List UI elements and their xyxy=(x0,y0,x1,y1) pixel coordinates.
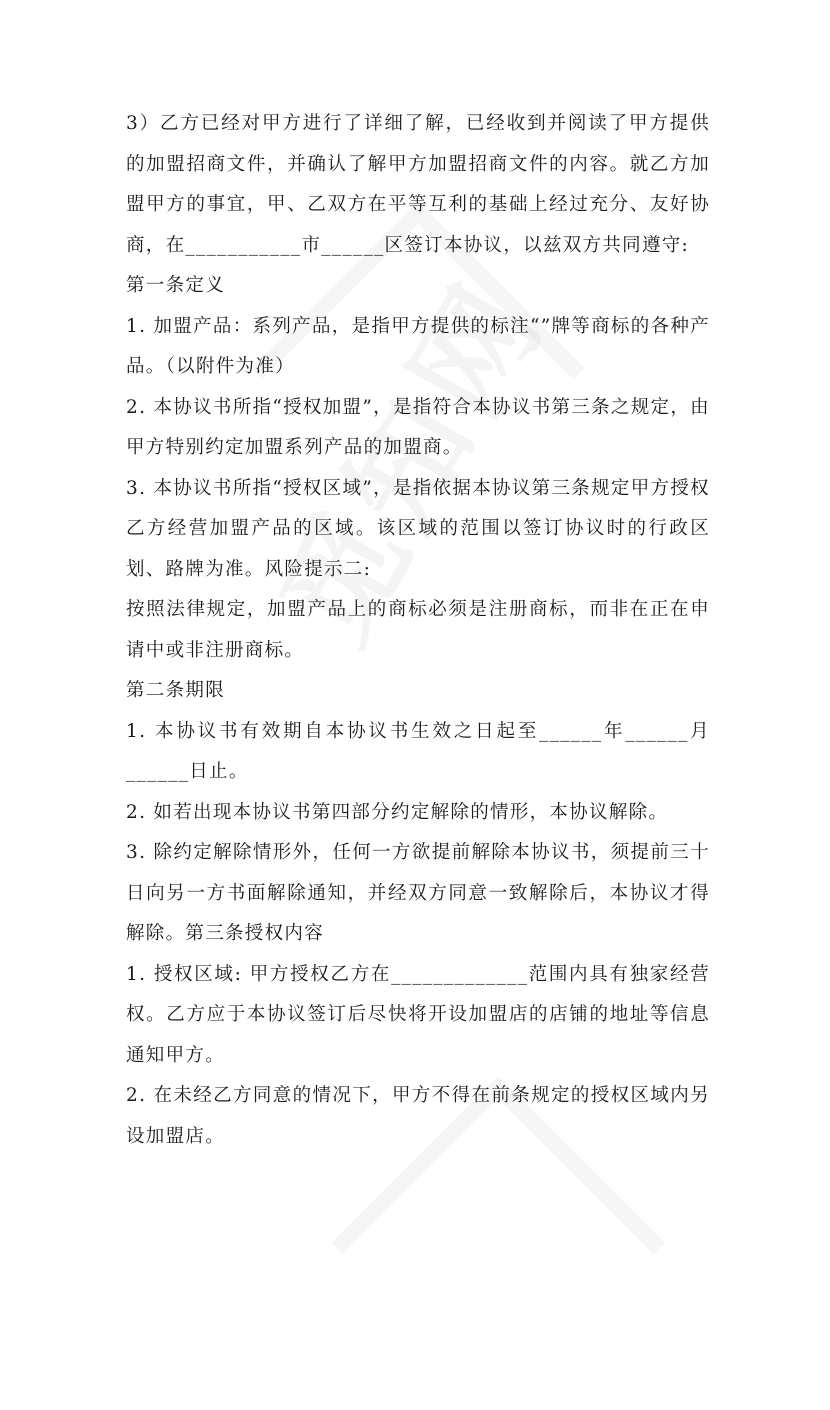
clause-3-2: 2. 在未经乙方同意的情况下，甲方不得在前条规定的授权区域内另设加盟店。 xyxy=(126,1085,710,1147)
clause-2-3: 3. 除约定解除情形外，任何一方欲提前解除本协议书，须提前三十日向另一方书面解除通知，并经双方同意一致解除后，本协议才得解除。第三条授权内容 xyxy=(126,842,710,944)
clause-1-3: 3. 本协议书所指“授权区域”，是指依据本协议第三条规定甲方授权乙方经营加盟产品的区域。该区域的范围以签订协议时的行政区划、路牌为准。风险提示二: xyxy=(126,477,710,580)
section-heading-definitions: 第一条定义 xyxy=(126,275,226,296)
document-page xyxy=(126,104,710,1157)
section-heading-term: 第二条期限 xyxy=(126,680,226,701)
clause-1-1: 1. 加盟产品：系列产品，是指甲方提供的标注“”牌等商标的各种产品。（以附件为准） xyxy=(126,315,710,377)
risk-note: 按照法律规定，加盟产品上的商标必须是注册商标，而非在正在申请中或非注册商标。 xyxy=(126,599,710,661)
intro-paragraph: 3）乙方已经对甲方进行了详细了解，已经收到并阅读了甲方提供的加盟招商文件，并确认了解甲方加盟招商文件的内容。就乙方加盟甲方的事宜，甲、乙双方在平等互利的基础上经过充分、友好协商，在___________市______区签订本协议，以兹双方共同遵守: xyxy=(126,113,710,256)
clause-2-1: 1. 本协议书有效期自本协议书生效之日起至______年______月______日止。 xyxy=(126,720,710,782)
clause-1-2: 2. 本协议书所指“授权加盟”，是指符合本协议书第三条之规定，由甲方特别约定加盟系列产品的加盟商。 xyxy=(126,396,710,458)
clause-2-2: 2. 如若出现本协议书第四部分约定解除的情形，本协议解除。 xyxy=(126,801,669,823)
clause-3-1: 1. 授权区域: 甲方授权乙方在_____________范围内具有独家经营权。乙方应于本协议签订后尽快将开设加盟店的店铺的地址等信息通知甲方。 xyxy=(126,963,710,1066)
